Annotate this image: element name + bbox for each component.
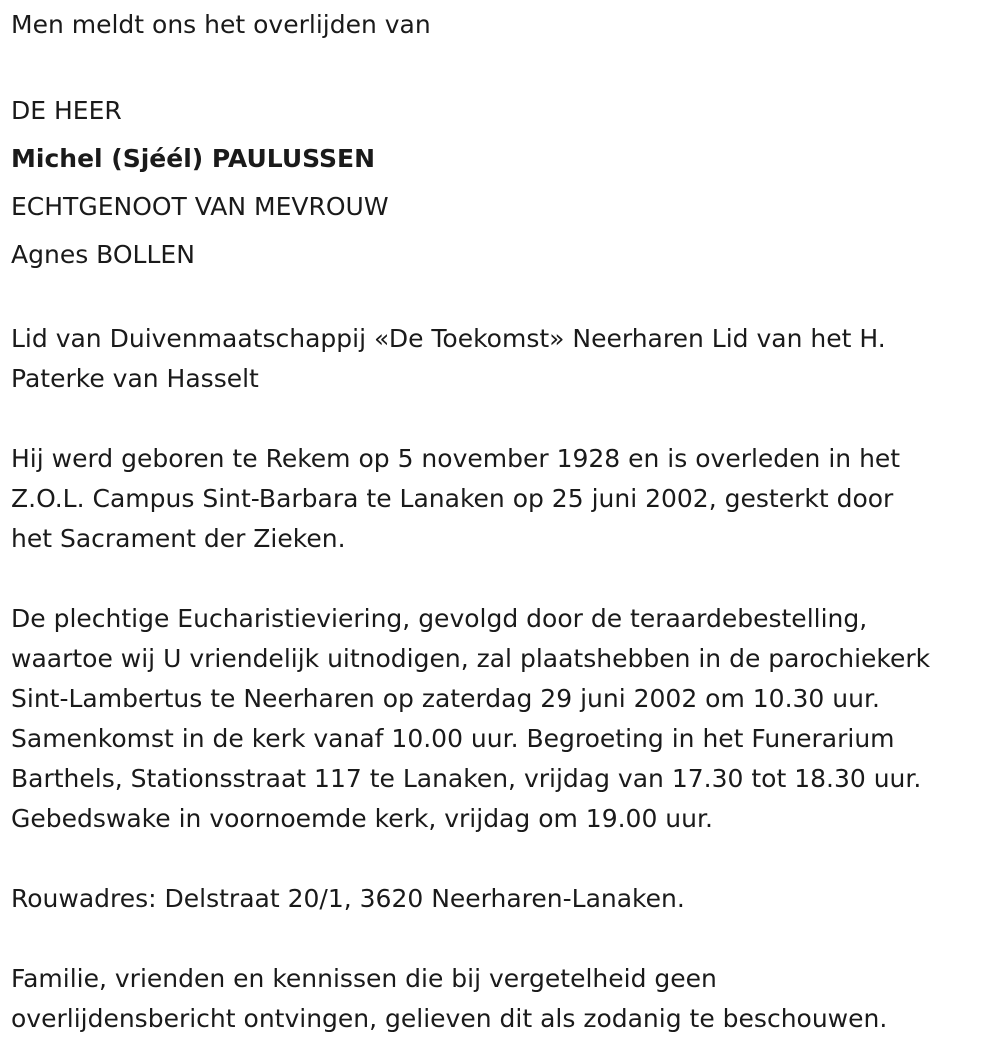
paragraph-line: Hij werd geboren te Rekem op 5 november 1928 en is overleden in het (11, 444, 901, 473)
mourning-address: Rouwadres: Delstraat 20/1, 3620 Neerharen-Lanaken. (11, 884, 685, 913)
birth-death-paragraph (11, 439, 1000, 559)
paragraph-line: het Sacrament der Zieken. (11, 524, 346, 553)
paragraph-line: Paterke van Hasselt (11, 364, 259, 393)
spacer (11, 559, 1000, 599)
spouse-name: Agnes BOLLEN (11, 240, 195, 269)
spacer (11, 279, 1000, 319)
deceased-name: Michel (Sjéél) PAULUSSEN (11, 144, 376, 173)
spacer (11, 839, 1000, 879)
paragraph-line: Lid van Duivenmaatschappij «De Toekomst» Neerharen Lid van het H. (11, 324, 886, 353)
paragraph-line: Familie, vrienden en kennissen die bij vergetelheid geen (11, 964, 717, 993)
spouse-label: ECHTGENOOT VAN MEVROUW (11, 192, 389, 221)
spacer (11, 919, 1000, 959)
paragraph-line: overlijdensbericht ontvingen, gelieven dit als zodanig te beschouwen. (11, 1004, 888, 1033)
paragraph-line: Gebedswake in voornoemde kerk, vrijdag om 19.00 uur. (11, 804, 713, 833)
membership-paragraph (11, 319, 1000, 399)
paragraph-line: waartoe wij U vriendelijk uitnodigen, zal plaatshebben in de parochiekerk (11, 644, 931, 673)
deceased-title: DE HEER (11, 96, 122, 125)
spacer (11, 45, 1000, 87)
paragraph-line: Z.O.L. Campus Sint-Barbara te Lanaken op 25 juni 2002, gesterkt door (11, 484, 894, 513)
spacer (11, 399, 1000, 439)
closing-paragraph (11, 959, 1000, 1039)
intro-text: Men meldt ons het overlijden van (11, 10, 431, 39)
paragraph-line: Samenkomst in de kerk vanaf 10.00 uur. Begroeting in het Funerarium (11, 724, 895, 753)
paragraph-line: De plechtige Eucharistieviering, gevolgd door de teraardebestelling, (11, 604, 868, 633)
paragraph-line: Sint-Lambertus te Neerharen op zaterdag 29 juni 2002 om 10.30 uur. (11, 684, 880, 713)
ceremony-paragraph (11, 599, 1000, 839)
paragraph-line: Barthels, Stationsstraat 117 te Lanaken, vrijdag van 17.30 tot 18.30 uur. (11, 764, 922, 793)
